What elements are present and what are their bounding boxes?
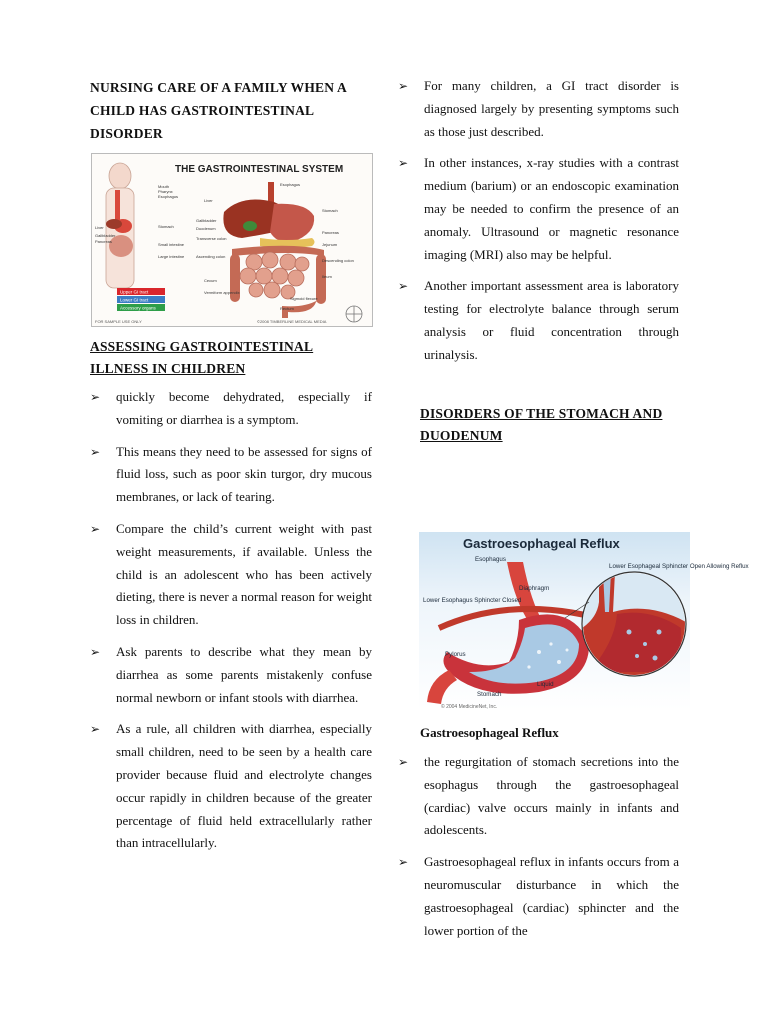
list-item (90, 441, 372, 509)
fig2-label-les-open: Lower Esophageal Sphincter Open Allowing Reflux (609, 563, 749, 570)
fig1-small-label: Pharynx (158, 189, 173, 194)
bullet-arrow-icon: ➢ (398, 279, 409, 294)
right-intro-bullet-list (398, 75, 679, 376)
fig1-small-label: Stomach (158, 224, 174, 229)
bullet-arrow-icon: ➢ (398, 755, 409, 769)
bullet-text: Gastroesophageal reflux in infants occurs from a neuromuscular disturbance in which the gastroesophageal (cardiac) sphincter and the lower portion of the (424, 854, 679, 938)
fig1-small-label: Large intestine (158, 254, 185, 259)
legend-lower-gi: Lower GI tract (120, 297, 149, 303)
fig2-label-les-closed: Lower Esophagus Sphincter Closed (423, 597, 522, 604)
bullet-arrow-icon: ➢ (90, 444, 101, 459)
figure2-title: Gastroesophageal Reflux (463, 536, 620, 551)
bullet-text: quickly become dehydrated, especially if vomiting or diarrhea is a symptom. (116, 389, 372, 427)
bullet-text: In other instances, x-ray studies with a contrast medium (barium) or an endoscopic examination may be needed to confirm the presence of an anomaly. Ultrasound or magnetic resonance imaging (MRI) also may be helpful. (424, 155, 679, 262)
bullet-text: Another important assessment area is laboratory testing for electrolyte balance through serum analysis or fluid concentration through urinalysis. (424, 278, 679, 362)
fig1-small-label: Mouth (158, 184, 170, 189)
page-title: NURSING CARE OF A FAMILY WHEN A CHILD HAS GASTROINTESTINAL DISORDER (90, 80, 347, 141)
fig1-organ-label: Pancreas (322, 230, 339, 235)
fig2-label-diaphragm: Diaphragm (519, 585, 550, 592)
section-heading-assessing: ASSESSING GASTROINTESTINAL ILLNESS IN CHILDREN (90, 339, 314, 376)
list-item (398, 851, 679, 942)
fig1-organ-label: Cecum (204, 278, 217, 283)
fig2-label-liquid: Liquid (537, 681, 554, 688)
bullet-arrow-icon: ➢ (90, 521, 101, 536)
fig1-small-label: Small intestine (158, 242, 185, 247)
fig1-footer-left: FOR SAMPLE USE ONLY (95, 319, 142, 324)
bullet-text: the regurgitation of stomach secretions into the esophagus through the gastroesophageal (cardiac) valve occurs mainly in infants and adolescents. (424, 754, 679, 838)
assessing-bullet-list (90, 386, 372, 864)
legend-accessory: Accessory organs (120, 305, 156, 311)
gi-system-figure (91, 153, 373, 327)
fig2-credit: © 2004 MedicineNet, Inc. (441, 704, 498, 710)
list-item (90, 518, 372, 632)
fig1-organ-label: Gallbladder (196, 218, 217, 223)
bullet-arrow-icon: ➢ (90, 644, 101, 659)
bullet-text: This means they need to be assessed for signs of fluid loss, such as poor skin turgor, dry mucous membranes, or lack of tearing. (116, 443, 372, 505)
fig1-footer-right: ©2008 TIMBERLINE MEDICAL MEDIA (257, 319, 327, 324)
figure1-title: THE GASTROINTESTINAL SYSTEM (175, 164, 344, 175)
list-item (90, 386, 372, 432)
list-item (398, 751, 679, 842)
bullet-text: For many children, a GI tract disorder is diagnosed largely by presenting symptoms such as those just described. (424, 78, 679, 139)
bullet-text: Ask parents to describe what they mean by diarrhea as some parents mistakenly confuse normal newborn or infant stools with diarrhea. (116, 643, 372, 705)
bullet-arrow-icon: ➢ (398, 156, 409, 171)
fig1-organ-label: Stomach (322, 208, 338, 213)
figure2-caption: Gastroesophageal Reflux (420, 725, 559, 740)
fig1-organ-label: Liver (204, 198, 213, 203)
fig1-organ-label: Transverse colon (196, 236, 227, 241)
fig2-label-esophagus: Esophagus (475, 556, 506, 563)
gi-system-illustration (92, 154, 372, 326)
fig1-organ-label: Descending colon (322, 258, 354, 263)
gerd-illustration (419, 532, 749, 710)
fig2-label-stomach: Stomach (477, 691, 502, 698)
bullet-arrow-icon: ➢ (398, 79, 409, 93)
fig1-organ-label: Duodenum (196, 226, 216, 231)
fig1-small-label: Esophagus (158, 194, 179, 199)
list-item (398, 75, 679, 143)
fig1-left-label: Gallbladder (95, 233, 116, 238)
legend-upper-gi: Upper GI tract (120, 289, 149, 295)
fig1-left-label: Liver (95, 225, 104, 230)
fig1-organ-label: Vermiform appendix (204, 290, 240, 295)
section-heading-disorders: DISORDERS OF THE STOMACH AND DUODENUM (420, 406, 663, 443)
gerd-figure (419, 532, 749, 710)
fig1-left-label: Pancreas (95, 239, 112, 244)
list-item (90, 641, 372, 709)
bullet-arrow-icon: ➢ (90, 722, 101, 737)
fig1-organ-label: Ileum (322, 274, 332, 279)
fig1-organ-label: Rectum (280, 306, 294, 311)
bullet-text: Compare the child’s current weight with past weight measurements, if available. Unless the child is an adolescent who has been actively dieting, there is never a normal reason for weight loss in children. (116, 520, 372, 628)
fig1-organ-label: Jejunum (322, 242, 338, 247)
fig1-organ-label: Esophagus (280, 182, 301, 187)
bullet-arrow-icon: ➢ (90, 390, 101, 404)
fig1-organ-label: Ascending colon (196, 254, 226, 259)
list-item (398, 152, 679, 266)
gerd-bullet-list (398, 751, 679, 951)
bullet-text: As a rule, all children with diarrhea, especially small children, need to be seen by a health care provider because fluid and electrolyte changes occur rapidly in children because of the greater percentage of fluid held extracellularly rather than intracellularly. (116, 721, 372, 851)
list-item (90, 718, 372, 855)
bullet-arrow-icon: ➢ (398, 855, 409, 870)
fig2-label-pylorus: Pylorus (445, 651, 466, 658)
fig1-organ-label: Sigmoid flexure (290, 296, 318, 301)
list-item (398, 275, 679, 366)
